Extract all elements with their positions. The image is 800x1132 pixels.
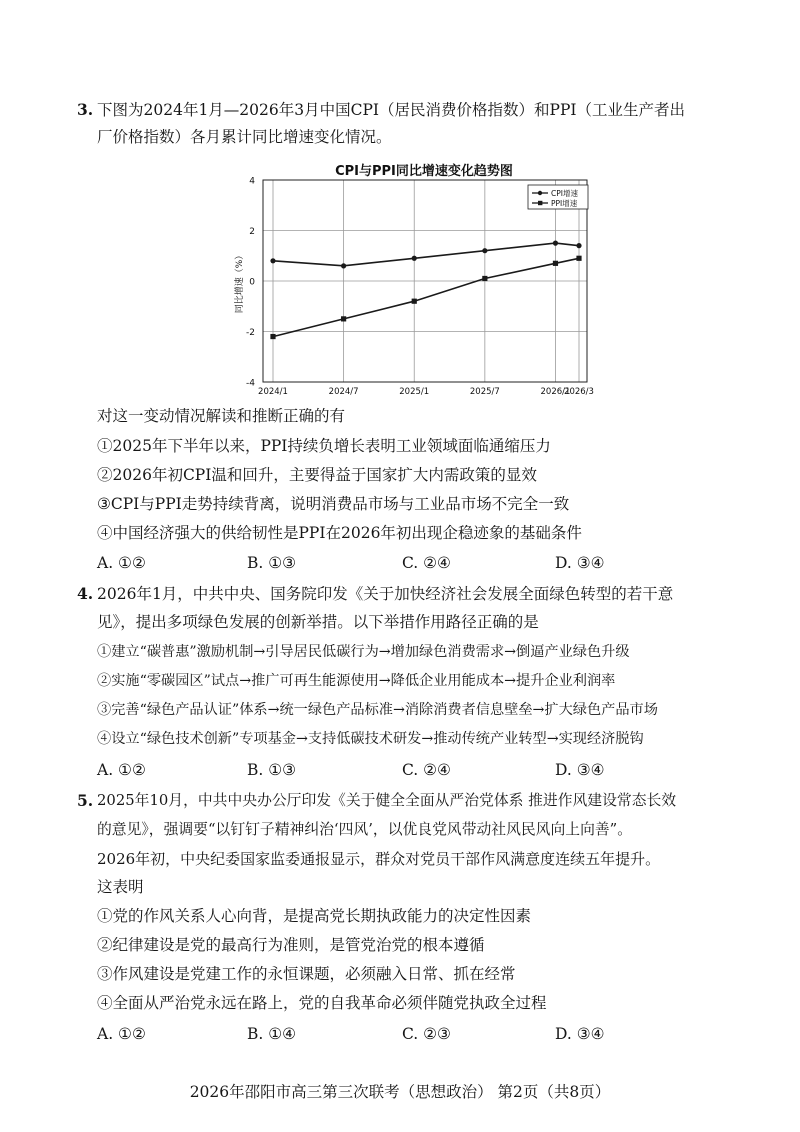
cpi-data-point — [553, 241, 558, 246]
cpi-data-point — [482, 248, 487, 253]
q3-statement-3: ③CPI与PPI走势持续背离，说明消费品市场与工业品市场不完全一致 — [97, 495, 570, 513]
x-tick-label: 2026/1 — [540, 387, 571, 397]
cpi-data-point — [341, 263, 346, 268]
q4-statement-2: ②实施“零碳园区”试点→推广可再生能源使用→降低企业用能成本→提升企业利润率 — [97, 673, 616, 689]
q3-prompt: 对这一变动情况解读和推断正确的有 — [97, 407, 346, 425]
q4-option-c[interactable]: C. ②④ — [402, 761, 451, 779]
q5-stem-line2: 的意见》，强调要“以钉钉子精神纠治‘四风’，以优良党风带动社风民风向上向善”。 — [97, 821, 633, 838]
q5-stem-line4: 这表明 — [97, 878, 144, 896]
q3-statement-1: ①2025年下半年以来，PPI持续负增长表明工业领域面临通缩压力 — [97, 437, 551, 455]
q5-stem-line1: 2025年10月，中共中央办公厅印发《关于健全全面从严治党体系 推进作风建设常态长效 — [97, 792, 677, 809]
ppi-data-point — [341, 316, 346, 321]
legend-marker-square — [538, 201, 542, 205]
chart-ylabel: 同比增速（%） — [235, 250, 245, 314]
y-tick-label: -2 — [246, 328, 255, 338]
chart-axes — [246, 177, 594, 398]
ppi-data-point — [482, 276, 487, 281]
q3-option-c[interactable]: C. ②④ — [402, 554, 451, 572]
cpi-data-point — [576, 243, 581, 248]
q4-statement-3: ③完善“绿色产品认证”体系→统一绿色产品标准→消除消费者信息壁垒→扩大绿色产品市场 — [97, 702, 658, 718]
chart-title: CPI与PPI同比增速变化趋势图 — [335, 164, 513, 179]
q3-option-b[interactable]: B. ①③ — [247, 554, 297, 572]
y-tick-label: 4 — [249, 176, 255, 187]
q3-stem-line1: 下图为2024年1月—2026年3月中国CPI（居民消费价格指数）和PPI（工业生产者出 — [97, 101, 686, 119]
x-tick-label: 2024/1 — [258, 387, 288, 397]
y-tick-label: -4 — [246, 378, 255, 389]
cpi-data-point — [270, 258, 275, 263]
legend-label: PPI增速 — [551, 199, 578, 208]
ppi-data-point — [270, 334, 275, 339]
chart-series — [270, 241, 581, 340]
q3-option-a[interactable]: A. ①② — [97, 554, 146, 572]
q5-option-a[interactable]: A. ①② — [97, 1025, 146, 1043]
q5-statement-4: ④全面从严治党永远在路上，党的自我革命必须伴随党执政全过程 — [97, 994, 547, 1012]
x-tick-label: 2025/1 — [399, 387, 430, 397]
q3-number: 3. — [77, 100, 94, 119]
q5-statement-1: ①党的作风关系人心向背，是提高党长期执政能力的决定性因素 — [97, 907, 532, 925]
legend-label: CPI增速 — [551, 189, 578, 198]
ppi-series-line — [273, 258, 579, 336]
ppi-data-point — [553, 261, 558, 266]
q3-statement-4: ④中国经济强大的供给韧性是PPI在2026年初出现企稳迹象的基础条件 — [97, 524, 582, 542]
y-tick-label: 0 — [249, 277, 255, 288]
q4-statement-1: ①建立“碳普惠”激励机制→引导居民低碳行为→增加绿色消费需求→倒逼产业绿色升级 — [97, 644, 630, 660]
legend-marker-circle — [538, 191, 542, 195]
q4-stem-line1: 2026年1月，中共中央、国务院印发《关于加快经济社会发展全面绿色转型的若干意 — [97, 585, 674, 603]
x-tick-label: 2026/3 — [564, 387, 594, 397]
q5-number: 5. — [77, 791, 94, 810]
q5-statement-2: ②纪律建设是党的最高行为准则，是管党治党的根本遵循 — [97, 936, 485, 954]
q5-statement-3: ③作风建设是党建工作的永恒课题，必须融入日常、抓在经常 — [97, 965, 516, 983]
y-tick-label: 2 — [249, 227, 255, 237]
x-tick-label: 2024/7 — [328, 387, 359, 397]
cpi-ppi-chart — [215, 158, 600, 398]
q4-option-d[interactable]: D. ③④ — [555, 761, 605, 779]
ppi-data-point — [412, 299, 417, 304]
q4-stem-line2: 见》，提出多项绿色发展的创新举措。以下举措作用路径正确的是 — [97, 613, 539, 631]
cpi-data-point — [412, 256, 417, 261]
cpi-series-line — [273, 243, 579, 266]
q5-option-c[interactable]: C. ②③ — [402, 1025, 451, 1043]
chart-legend — [528, 185, 588, 209]
q3-statement-2: ②2026年初CPI温和回升，主要得益于国家扩大内需政策的显效 — [97, 466, 537, 484]
q4-number: 4. — [77, 584, 94, 603]
page-footer: 2026年邵阳市高三第三次联考（思想政治） 第2页（共8页） — [189, 1083, 611, 1101]
ppi-data-point — [576, 256, 581, 261]
q5-option-d[interactable]: D. ③④ — [555, 1025, 605, 1043]
q4-option-b[interactable]: B. ①③ — [247, 761, 297, 779]
q4-statement-4: ④设立“绿色技术创新”专项基金→支持低碳技术研发→推动传统产业转型→实现经济脱钩 — [97, 731, 644, 747]
q3-option-d[interactable]: D. ③④ — [555, 554, 605, 572]
q5-stem-line3: 2026年初，中央纪委国家监委通报显示，群众对党员干部作风满意度连续五年提升。 — [97, 850, 661, 868]
q3-stem-line2: 厂价格指数）各月累计同比增速变化情况。 — [97, 128, 392, 146]
chart-grid — [263, 180, 587, 382]
x-tick-label: 2025/7 — [469, 387, 500, 397]
q5-option-b[interactable]: B. ①④ — [247, 1025, 297, 1043]
q4-option-a[interactable]: A. ①② — [97, 761, 146, 779]
